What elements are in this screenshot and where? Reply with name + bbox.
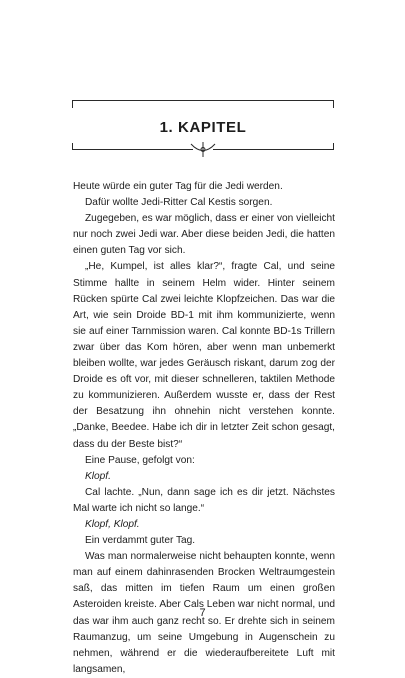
paragraph: Heute würde ein guter Tag für die Jedi werden. — [73, 181, 283, 192]
chapter-body — [73, 179, 335, 678]
paragraph: Cal lachte. „Nun, dann sage ich es dir jetzt. Nächstes Mal warte ich nicht so lange.“ — [73, 486, 335, 514]
page-number: 7 — [199, 607, 206, 619]
paragraph: „He, Kumpel, ist alles klar?“, fragte Cal, und seine Stimme hallte in seinem Helm wider. Hinter seinem Rücken spürte Cal zwei leichte Klopfzeichen. Das war die Art, wie sein Droide BD-1 mit ihm kommunizierte, wenn sie auf einer Tarnmission waren. Cal konnte BD-1s Trillern zwar über das Kom hören, aber wenn man unbemerkt bleiben wollte, war jedes Geräusch riskant, darum zog der Droide es oft vor, mit dieser schnelleren, taktilen Methode zu kommunizieren. Außerdem wusste er, dass der Rest der Besatzung ihn ohnehin nicht verstehen konnte. „Danke, Beedee. Habe ich dir in letzter Zeit schon gesagt, dass du der Beste bist?“ — [73, 261, 335, 450]
paragraph-italic — [73, 469, 335, 485]
chapter-heading — [72, 100, 334, 158]
sound-effect-text: Klopf. — [85, 470, 111, 482]
paragraph: Was man normalerweise nicht behaupten konnte, wenn man auf einem dahinrasenden Brocken Weltraumgestein saß, das mitten im tiefen Raum um einen großen Asteroiden kreiste. Aber Cals Leben war nicht normal, und das war ihm auch ganz recht so. Er drehte sich in seinem Raumanzug, um seine Umgebung in Augenschein zu nehmen, während er die wiederaufbereitete Luft mit langsamen, — [73, 551, 335, 675]
paragraph: Eine Pause, gefolgt von: — [85, 454, 195, 466]
paragraph: Zugegeben, es war möglich, dass er einer von vielleicht nur noch zwei Jedi war. Aber diese beiden Jedi, die hatten einen guten Tag vor sich. — [73, 213, 335, 257]
paragraph: Dafür wollte Jedi-Ritter Cal Kestis sorgen. — [85, 197, 273, 209]
sound-effect-text: Klopf, Klopf. — [85, 518, 140, 530]
paragraph: Ein verdammt guter Tag. — [85, 535, 196, 547]
chapter-title: 1. KAPITEL — [159, 119, 247, 136]
paragraph-italic — [73, 517, 335, 533]
